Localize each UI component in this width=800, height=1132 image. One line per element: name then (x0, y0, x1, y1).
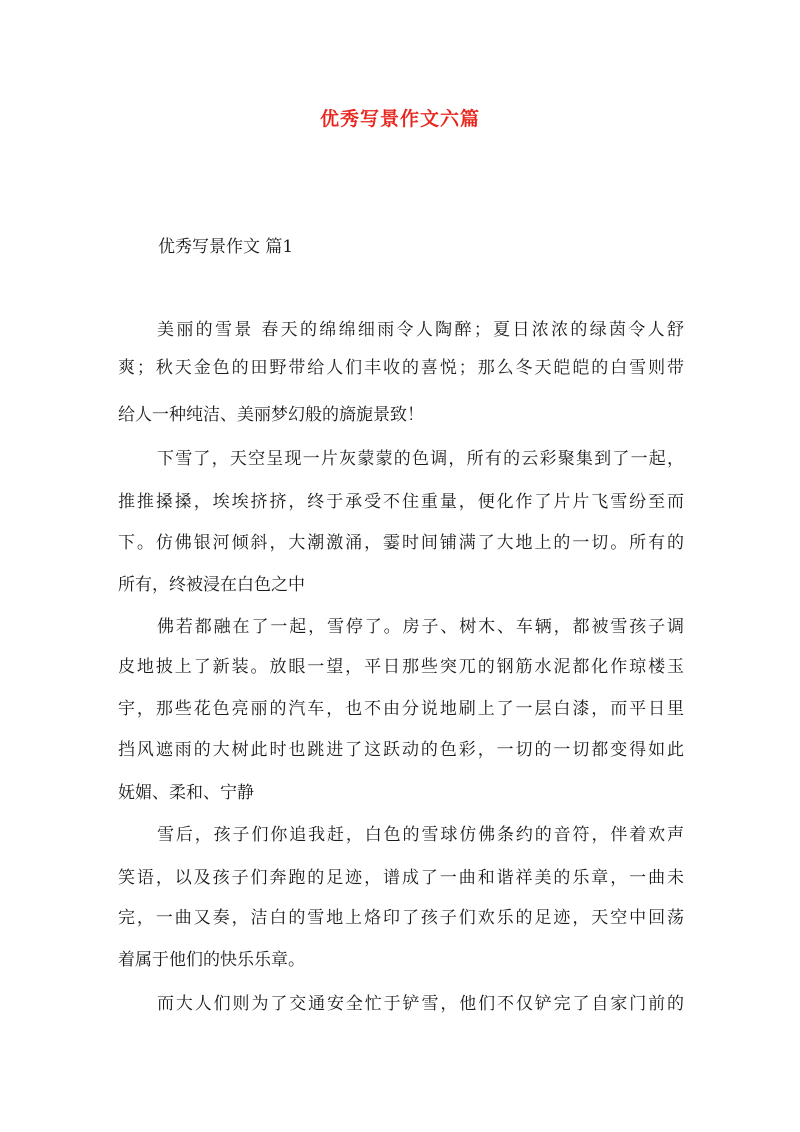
text-line: 妩媚、柔和、宁静 (118, 783, 254, 803)
text-line: 美丽的雪景 春天的绵绵细雨令人陶醉；夏日浓浓的绿茵令人舒 (157, 320, 684, 340)
text-line: 完，一曲又奏，洁白的雪地上烙印了孩子们欢乐的足迹，天空中回荡 (118, 908, 684, 928)
section-heading: 优秀写景作文 篇1 (158, 237, 294, 257)
text-line: 笑语，以及孩子们奔跑的足迹，谱成了一曲和谐祥美的乐章，一曲未 (118, 868, 684, 888)
text-line: 皮地披上了新装。放眼一望，平日那些突兀的钢筋水泥都化作琼楼玉 (118, 657, 684, 677)
text-line: 爽；秋天金色的田野带给人们丰收的喜悦；那么冬天皑皑的白雪则带 (118, 358, 684, 378)
text-line: 挡风遮雨的大树此时也跳进了这跃动的色彩，一切的一切都变得如此 (118, 740, 684, 760)
text-line: 下雪了，天空呈现一片灰蒙蒙的色调，所有的云彩聚集到了一起， (157, 449, 684, 469)
text-line: 宇，那些花色亮丽的汽车，也不由分说地刷上了一层白漆，而平日里 (118, 699, 684, 719)
text-line: 推推搡搡，埃埃挤挤，终于承受不住重量，便化作了片片飞雪纷至而 (118, 492, 684, 512)
document-title: 优秀写景作文六篇 (319, 108, 480, 130)
text-line: 雪后，孩子们你追我赶，白色的雪球仿佛条约的音符，伴着欢声 (157, 825, 684, 845)
text-line: 所有，终被浸在白色之中 (118, 575, 305, 595)
text-line: 而大人们则为了交通安全忙于铲雪，他们不仅铲完了自家门前的 (157, 994, 684, 1014)
text-line: 下。仿佛银河倾斜，大潮激涌，霎时间铺满了大地上的一切。所有的 (118, 533, 684, 553)
text-line: 着属于他们的快乐乐章。 (118, 950, 305, 970)
text-line: 给人一种纯洁、美丽梦幻般的旖旎景致！ (118, 405, 424, 425)
text-line: 佛若都融在了一起，雪停了。房子、树木、车辆，都被雪孩子调 (157, 617, 684, 637)
